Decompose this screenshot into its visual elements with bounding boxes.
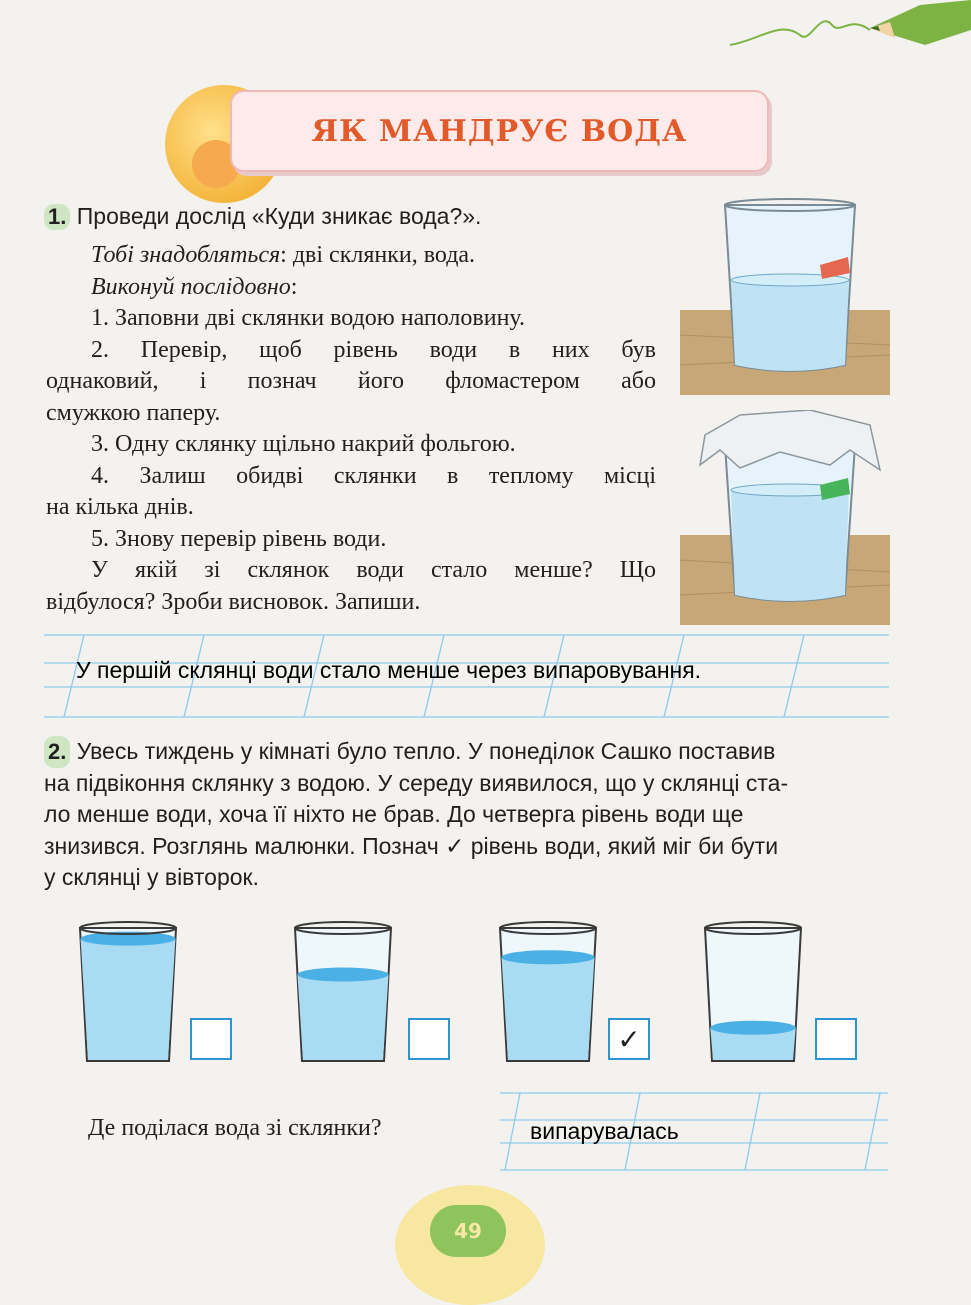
question-b: відбулося? Зроби висновок. Запиши. xyxy=(46,588,421,615)
step-4b: на кілька днів. xyxy=(46,494,194,520)
pencil-decoration xyxy=(720,0,971,75)
step-1: 1. Заповни дві склянки водою наполовину. xyxy=(91,305,526,331)
task2-number: 2. xyxy=(44,736,70,768)
task1-body xyxy=(46,240,656,618)
glass-4 xyxy=(705,922,801,1061)
glass-3-checkbox[interactable]: ✓ xyxy=(608,1018,650,1060)
glass-4-checkbox[interactable] xyxy=(815,1018,857,1060)
steps-colon: : xyxy=(290,273,298,300)
step-2b: однаковий, і познач його фломастером або xyxy=(46,368,656,394)
task1-number: 1. xyxy=(44,204,70,230)
glass-2 xyxy=(295,922,391,1061)
task2-answer[interactable]: випарувалась xyxy=(530,1118,679,1144)
step-2a: 2. Перевір, щоб рівень води в них був xyxy=(91,336,656,363)
question-a: У якій зі склянок води стало менше? Що xyxy=(91,557,656,583)
step-2c: смужкою паперу. xyxy=(46,399,221,426)
glass-open-illustration xyxy=(680,195,890,395)
glass-4-surface xyxy=(710,1021,796,1035)
glass-3-surface xyxy=(502,950,595,964)
needs-label: Тобі знадобляться xyxy=(91,242,281,268)
title-box xyxy=(230,90,769,172)
task1-title: Проведи дослід «Куди зникає вода?». xyxy=(76,203,482,229)
glass-covered-illustration xyxy=(680,410,890,625)
task2-line1: Увесь тиждень у кімнаті було тепло. У понеділок Сашко поставив xyxy=(76,738,776,764)
task2-text xyxy=(44,736,886,894)
task2-line5: у склянці у вівторок. xyxy=(44,864,259,890)
page-number: 49 xyxy=(430,1205,506,1257)
step-3: 3. Одну склянку щільно накрий фольгою. xyxy=(91,431,516,457)
glasses-row xyxy=(0,918,971,1068)
glass-3-water xyxy=(502,957,595,1060)
check-mark-icon: ✓ xyxy=(445,832,465,859)
task2-line3: ло менше води, хоча її ніхто не брав. До четверга рівень води ще xyxy=(44,801,744,827)
task1-heading xyxy=(44,203,481,230)
page-title: ЯК МАНДРУЄ ВОДА xyxy=(311,113,688,149)
glass-2-surface xyxy=(297,968,388,982)
glass-3 xyxy=(500,922,596,1061)
task2-question: Де поділася вода зі склянки? xyxy=(88,1115,382,1141)
needs-text: : дві склянки, вода. xyxy=(280,242,476,268)
step-5: 5. Знову перевір рівень води. xyxy=(91,525,387,552)
task2-line4a: знизився. Розглянь малюнки. Познач xyxy=(44,832,439,859)
glass-2-checkbox[interactable] xyxy=(408,1018,450,1060)
task1-answer[interactable]: У першій склянці води стало менше через випаровування. xyxy=(76,657,702,683)
glass-1-checkbox[interactable] xyxy=(190,1018,232,1060)
task2-line2: на підвіконня склянку з водою. У середу виявилося, що у склянці ста- xyxy=(44,769,789,796)
glass-2-water xyxy=(297,975,388,1060)
glass-1 xyxy=(80,922,176,1061)
task2-line4b: рівень води, який міг би бути xyxy=(470,832,779,859)
step-4a: 4. Залиш обидві склянки в теплому місці xyxy=(91,462,656,489)
glass-1-water xyxy=(81,939,176,1060)
steps-label: Виконуй послідовно xyxy=(91,273,291,300)
